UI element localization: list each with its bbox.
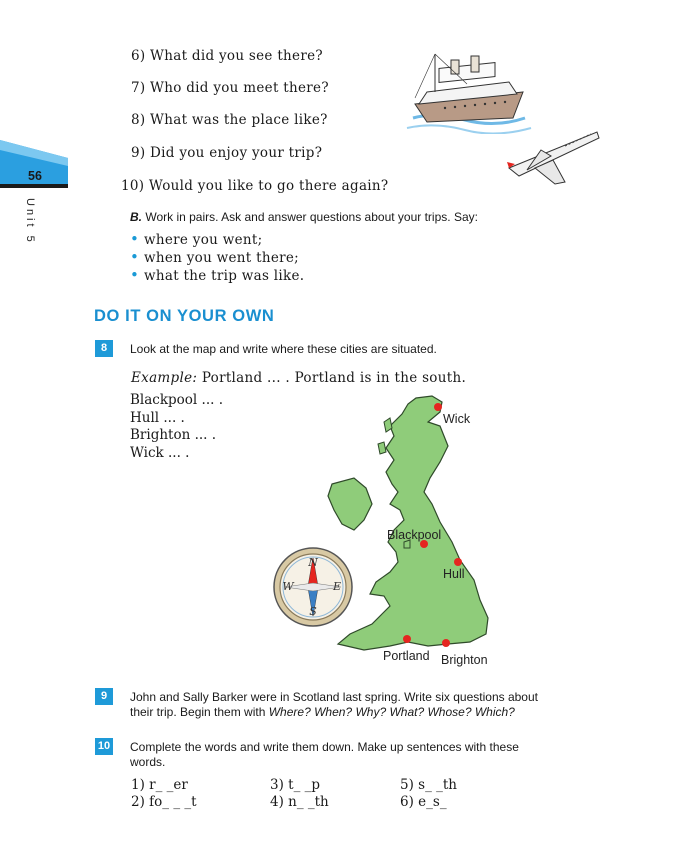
compass-s: S bbox=[309, 605, 317, 618]
question-7: 7) Who did you meet there? bbox=[131, 80, 329, 96]
exercise-10-line1: Complete the words and write them down. Make up sentences with these bbox=[130, 740, 519, 754]
word-4: 4) n_ _th bbox=[270, 794, 329, 810]
bullet-item: • when you went there; bbox=[130, 249, 304, 267]
task-b-text: Work in pairs. Ask and answer questions about your trips. Say: bbox=[145, 210, 478, 224]
map-label-brighton: Brighton bbox=[441, 653, 488, 667]
word-5: 5) s_ _th bbox=[400, 777, 457, 793]
city-item: Wick ... . bbox=[130, 444, 190, 461]
word-6: 6) e_s_ bbox=[400, 794, 447, 810]
example-text: Portland ... . Portland is in the south. bbox=[201, 370, 467, 386]
section-title: DO IT ON YOUR OWN bbox=[94, 307, 275, 325]
compass-e: E bbox=[332, 580, 342, 593]
exercise-10-instruction bbox=[130, 740, 519, 769]
exercise-9-line2: their trip. Begin them with bbox=[130, 704, 269, 719]
bullet-item: • what the trip was like. bbox=[130, 267, 304, 285]
example-label: Example: bbox=[131, 370, 198, 386]
question-6: 6) What did you see there? bbox=[131, 48, 323, 64]
map-label-hull: Hull bbox=[443, 567, 465, 581]
task-b-bullets bbox=[130, 231, 304, 285]
wick-dot bbox=[434, 403, 442, 411]
word-3: 3) t_ _p bbox=[270, 777, 321, 793]
city-list bbox=[130, 392, 223, 462]
exercise-9-line1: John and Sally Barker were in Scotland last spring. Write six questions about bbox=[130, 690, 538, 704]
map-label-portland: Portland bbox=[383, 649, 430, 663]
exercise-10-line2: words. bbox=[130, 754, 166, 769]
exercise-9-number: 9 bbox=[95, 688, 113, 705]
ship-illustration bbox=[405, 48, 535, 134]
bullet-item: • where you went; bbox=[130, 231, 304, 249]
portland-dot bbox=[403, 635, 411, 643]
word-1: 1) r_ _er bbox=[131, 777, 188, 793]
question-9: 9) Did you enjoy your trip? bbox=[131, 145, 323, 161]
word-2: 2) fo_ _ _t bbox=[131, 794, 197, 810]
city-item: Hull ... . bbox=[130, 409, 185, 426]
hull-dot bbox=[454, 558, 462, 566]
map-label-wick: Wick bbox=[443, 412, 471, 426]
question-8: 8) What was the place like? bbox=[131, 112, 328, 128]
compass-n: N bbox=[308, 556, 318, 569]
exercise-10-number: 10 bbox=[95, 738, 113, 755]
exercise-8-example bbox=[131, 370, 466, 386]
city-item: Blackpool ... . bbox=[130, 392, 223, 408]
exercise-8-instruction: Look at the map and write where these cities are situated. bbox=[130, 342, 437, 356]
exercise-8-number: 8 bbox=[95, 340, 113, 357]
unit-label: Unit 5 bbox=[24, 198, 36, 245]
exercise-9-instruction bbox=[130, 690, 538, 719]
map-label-blackpool: Blackpool bbox=[387, 528, 442, 542]
question-10: 10) Would you like to go there again? bbox=[121, 178, 389, 194]
brighton-dot bbox=[442, 639, 450, 647]
city-item: Brighton ... . bbox=[130, 427, 217, 443]
compass-w: W bbox=[282, 580, 294, 593]
airplane-illustration bbox=[505, 128, 603, 188]
task-b-label: B. bbox=[130, 210, 142, 224]
page-number: 56 bbox=[28, 169, 42, 183]
exercise-9-question-words: Where? When? Why? What? Whose? Which? bbox=[268, 704, 515, 719]
compass-icon bbox=[271, 546, 355, 628]
task-b-instruction bbox=[130, 210, 478, 225]
